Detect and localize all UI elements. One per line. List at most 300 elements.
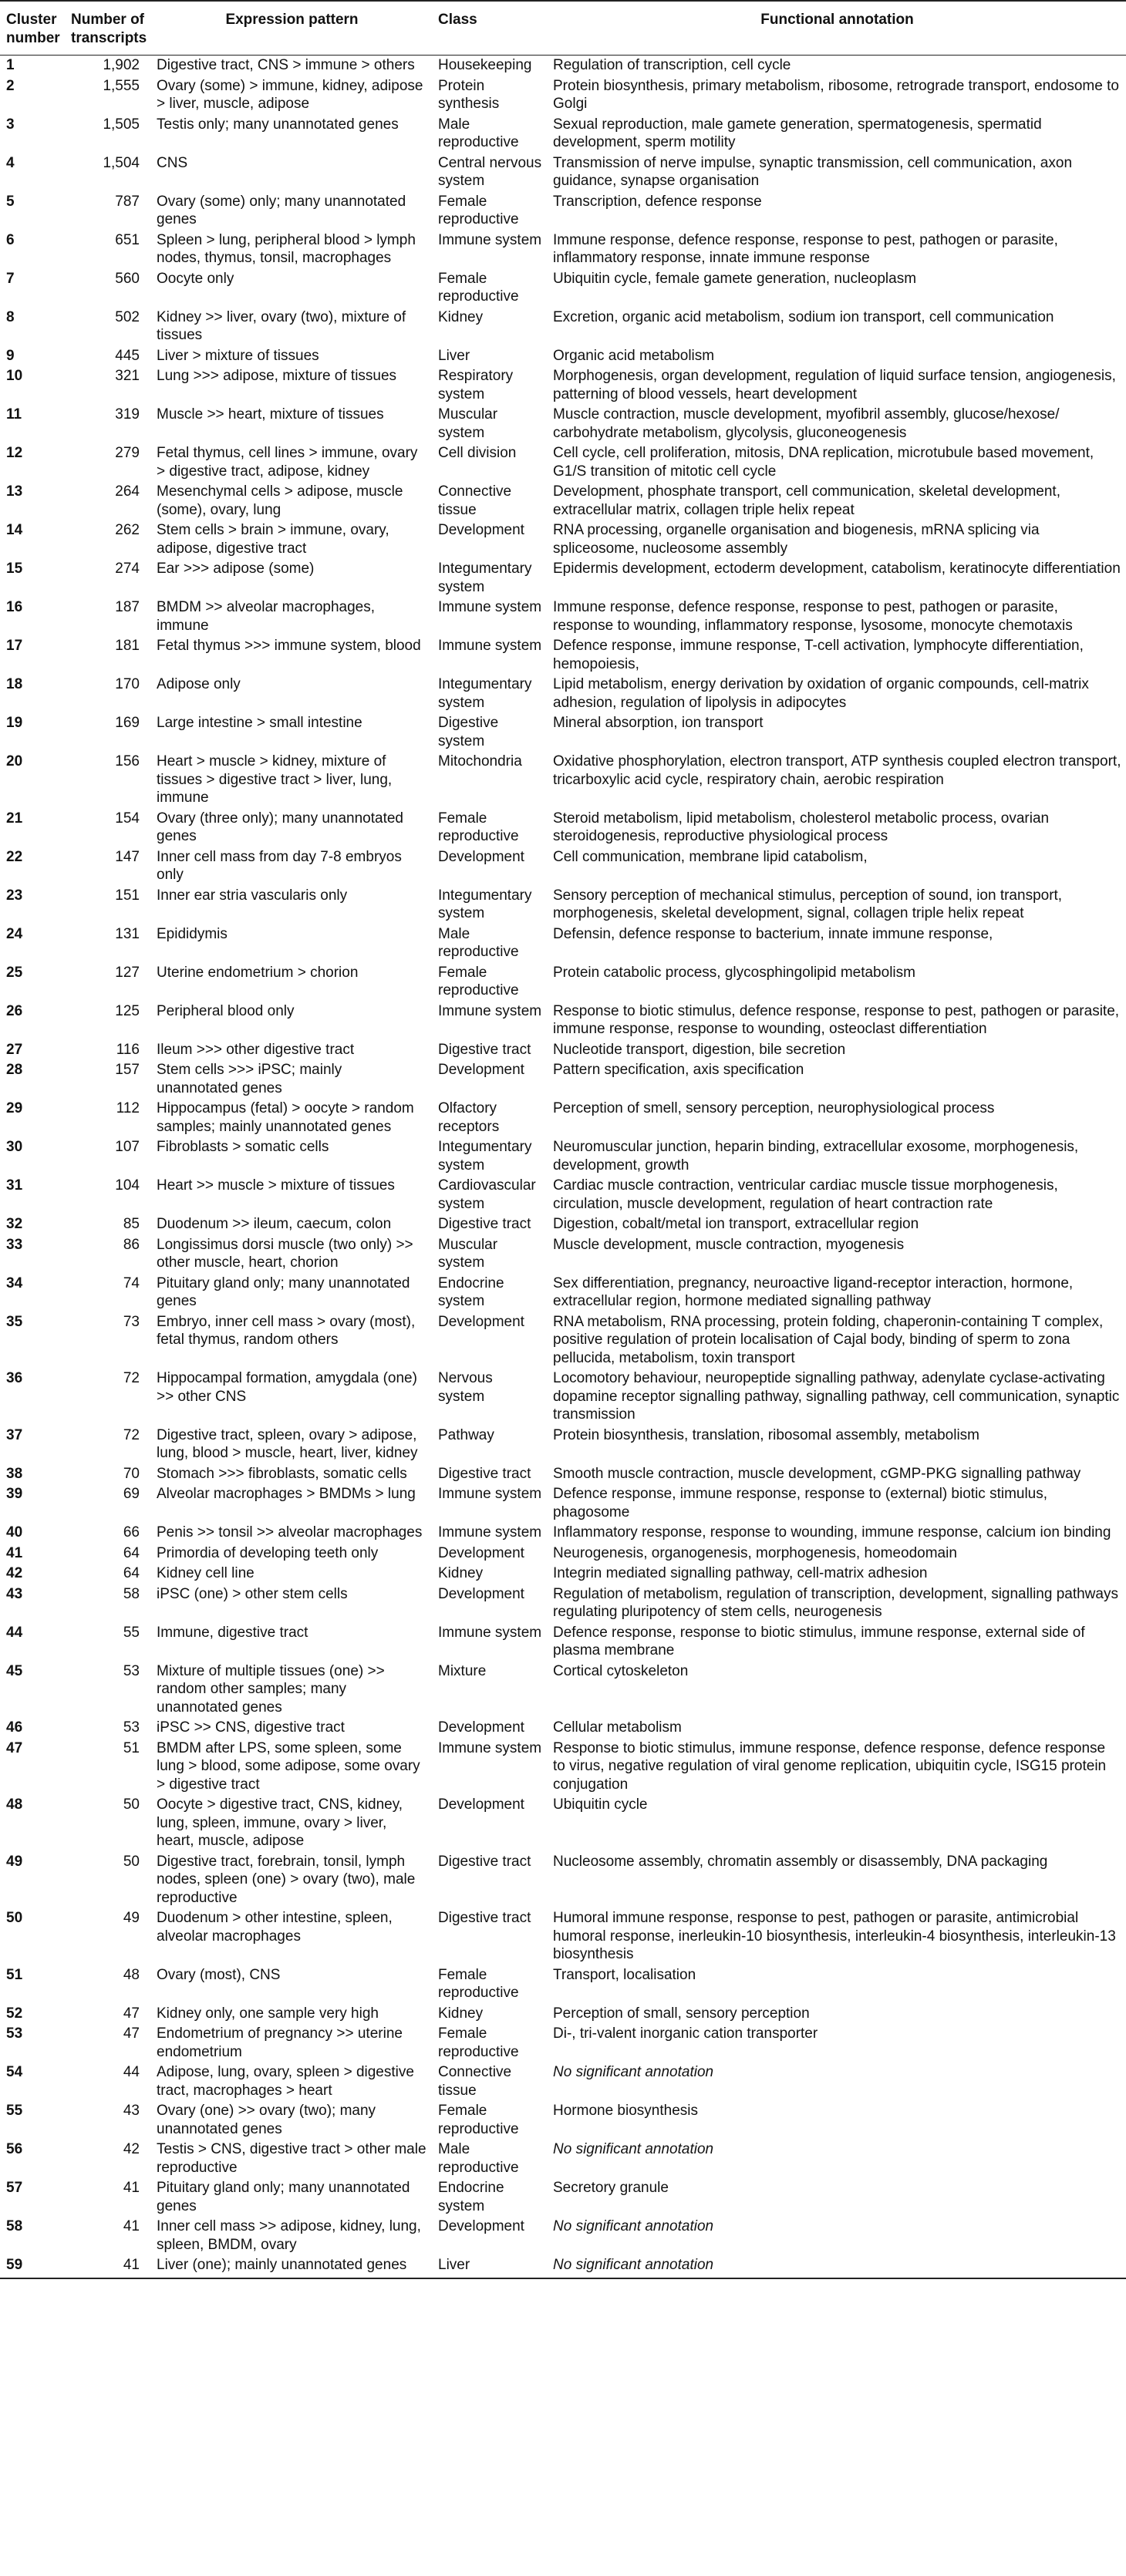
- cell-class: Female reproductive: [438, 270, 519, 305]
- cell-functional-annotation: Sexual reproduction, male gamete generation, spermatogenesis, spermatid development, sperm motility: [553, 116, 1042, 150]
- cell-functional-annotation: Inflammatory response, response to wounding, immune response, calcium ion binding: [553, 1524, 1111, 1541]
- cell-transcript-count: 169: [115, 715, 140, 731]
- cell-expression-pattern: Stem cells >>> iPSC; mainly unannotated genes: [157, 1062, 342, 1096]
- cell-class: Respiratory system: [438, 368, 514, 402]
- cell-expression-pattern: Oocyte only: [157, 270, 234, 287]
- cell-cluster-number: 4: [6, 154, 15, 171]
- cell-functional-annotation: Muscle contraction, muscle development, myofibril assembly, glucose/hexose/ carbohydrate metabolism, glycolysis, gluconeogenesis: [553, 406, 1060, 441]
- cell-expression-pattern: Hippocampus (fetal) > oocyte > random samples; mainly unannotated genes: [157, 1100, 414, 1135]
- table-row: [0, 231, 1126, 269]
- cell-expression-pattern: Heart > muscle > kidney, mixture of tissues > digestive tract > liver, lung, immune: [157, 753, 393, 806]
- cell-cluster-number: 55: [6, 2103, 23, 2119]
- cell-transcript-count: 107: [115, 1139, 140, 1155]
- cell-cluster-number: 57: [6, 2180, 23, 2196]
- cell-class: Development: [438, 1313, 524, 1330]
- cell-cluster-number: 12: [6, 445, 23, 461]
- cell-transcript-count: 74: [123, 1275, 140, 1291]
- cell-transcript-count: 50: [123, 1853, 140, 1870]
- cell-class: Development: [438, 848, 524, 865]
- cell-functional-annotation: Immune response, defence response, response to pest, pathogen or parasite, response to wounding, inflammatory response, lysosome, monocyte chemotaxis: [553, 599, 1073, 634]
- cell-cluster-number: 3: [6, 116, 15, 133]
- cell-transcript-count: 41: [123, 2218, 140, 2234]
- header-functional-annotation: Functional annotation: [547, 1, 1126, 56]
- cell-functional-annotation: Smooth muscle contraction, muscle development, cGMP-PKG signalling pathway: [553, 1465, 1081, 1482]
- cell-class: Digestive system: [438, 715, 499, 749]
- table-row: [0, 847, 1126, 886]
- cell-class: Digestive tract: [438, 1853, 531, 1870]
- cell-transcript-count: 1,555: [103, 77, 140, 94]
- table-row: [0, 1965, 1126, 2004]
- cell-class: Integumentary system: [438, 887, 532, 921]
- cell-expression-pattern: Digestive tract, CNS > immune > others: [157, 57, 415, 73]
- cell-cluster-number: 19: [6, 715, 23, 731]
- table-row: [0, 1060, 1126, 1099]
- cell-cluster-number: 47: [6, 1739, 23, 1756]
- cell-functional-annotation: Integrin mediated signalling pathway, cell-matrix adhesion: [553, 1565, 928, 1581]
- cell-transcript-count: 70: [123, 1465, 140, 1482]
- table-row: [0, 1544, 1126, 1564]
- cell-functional-annotation: Oxidative phosphorylation, electron transport, ATP synthesis coupled electron transport, tricarboxylic acid cycle, respiratory chain, aerobic respiration: [553, 753, 1121, 788]
- cell-class: Immune system: [438, 1002, 542, 1019]
- cell-class: Cell division: [438, 445, 517, 461]
- cell-cluster-number: 53: [6, 2025, 23, 2042]
- cell-cluster-number: 25: [6, 964, 23, 981]
- cell-cluster-number: 17: [6, 638, 23, 654]
- cell-class: Integumentary system: [438, 561, 532, 595]
- table-row: [0, 1718, 1126, 1739]
- cell-expression-pattern: Immune, digestive tract: [157, 1624, 308, 1641]
- cell-transcript-count: 157: [115, 1062, 140, 1078]
- cell-expression-pattern: Inner cell mass from day 7-8 embryos only: [157, 848, 402, 883]
- cell-cluster-number: 49: [6, 1853, 23, 1870]
- table-row: [0, 1852, 1126, 1909]
- cell-class: Liver: [432, 2255, 547, 2278]
- cell-cluster-number: 22: [6, 848, 23, 865]
- cell-expression-pattern: Kidney cell line: [157, 1565, 255, 1581]
- cell-transcript-count: 47: [123, 2005, 140, 2022]
- cell-class: Nervous system: [438, 1370, 493, 1405]
- cell-cluster-number: 6: [6, 231, 15, 248]
- header-cluster-number: Cluster number: [0, 1, 65, 56]
- cell-cluster-number: 32: [6, 1216, 23, 1232]
- table-row: [0, 1908, 1126, 1965]
- cell-expression-pattern: Alveolar macrophages > BMDMs > lung: [157, 1486, 416, 1502]
- cell-functional-annotation: Locomotory behaviour, neuropeptide signalling pathway, adenylate cyclase-activating dopamine receptor signalling pathway, signalling pathway, cell communication, synaptic transmission: [553, 1370, 1120, 1423]
- cell-class: Connective tissue: [438, 483, 512, 518]
- cell-class: Development: [438, 1719, 524, 1736]
- table-row: [0, 1662, 1126, 1719]
- cell-expression-pattern: CNS: [157, 154, 188, 171]
- cell-class: Immune system: [438, 638, 542, 654]
- cell-transcript-count: 274: [115, 561, 140, 577]
- cell-transcript-count: 55: [123, 1624, 140, 1641]
- cell-cluster-number: 52: [6, 2005, 23, 2022]
- cell-transcript-count: 262: [115, 522, 140, 538]
- table-row: [0, 366, 1126, 405]
- cell-cluster-number: 28: [6, 1062, 23, 1078]
- cell-class: Female reproductive: [438, 193, 519, 227]
- cell-class: Male reproductive: [438, 2141, 519, 2176]
- cell-functional-annotation: Organic acid metabolism: [553, 347, 715, 364]
- cell-class: Digestive tract: [438, 1465, 531, 1482]
- cell-expression-pattern: Duodenum > other intestine, spleen, alveolar macrophages: [157, 1910, 393, 1945]
- table-row: [0, 675, 1126, 713]
- table-row: [0, 2004, 1126, 2025]
- cell-class: Digestive tract: [438, 1041, 531, 1058]
- cell-expression-pattern: Penis >> tonsil >> alveolar macrophages: [157, 1524, 423, 1541]
- table-header: [0, 1, 1126, 56]
- cell-class: Endocrine system: [438, 1275, 504, 1309]
- cell-expression-pattern: Ovary (three only); many unannotated genes: [157, 810, 404, 844]
- cell-cluster-number: 51: [6, 1966, 23, 1983]
- table-row: [0, 1795, 1126, 1852]
- cell-class: Female reproductive: [438, 964, 519, 998]
- cell-cluster-number: 56: [6, 2141, 23, 2157]
- cell-cluster-number: 41: [6, 1544, 23, 1561]
- table-row: [0, 636, 1126, 675]
- cell-transcript-count: 64: [123, 1544, 140, 1561]
- cell-transcript-count: 53: [123, 1719, 140, 1736]
- cell-expression-pattern: Digestive tract, forebrain, tonsil, lymph nodes, spleen (one) > ovary (two), male reproductive: [157, 1853, 416, 1906]
- table-row: [0, 2024, 1126, 2062]
- cell-transcript-count: 49: [123, 1910, 140, 1926]
- cell-transcript-count: 50: [123, 1796, 140, 1813]
- cell-class: Female reproductive: [438, 1966, 519, 2001]
- cell-transcript-count: 321: [115, 368, 140, 384]
- table-row: [0, 1739, 1126, 1796]
- cell-transcript-count: 170: [115, 676, 140, 692]
- cell-functional-annotation: Nucleotide transport, digestion, bile secretion: [553, 1041, 846, 1058]
- cell-expression-pattern: Adipose, lung, ovary, spleen > digestive tract, macrophages > heart: [157, 2064, 414, 2099]
- cell-cluster-number: 23: [6, 887, 23, 904]
- table-row: [0, 2255, 1126, 2278]
- table-row: [0, 2101, 1126, 2140]
- table-row: [0, 1137, 1126, 1176]
- table-row: [0, 1523, 1126, 1544]
- cell-functional-annotation: Cell cycle, cell proliferation, mitosis, DNA replication, microtubule based movement, G1/S transition of mitotic cell cycle: [553, 445, 1094, 480]
- cell-cluster-number: 50: [6, 1910, 23, 1926]
- cell-functional-annotation: Muscle development, muscle contraction, myogenesis: [553, 1236, 905, 1253]
- cell-class: Digestive tract: [438, 1216, 531, 1232]
- cell-class: Kidney: [438, 1565, 484, 1581]
- cell-expression-pattern: Ovary (one) >> ovary (two); many unannotated genes: [157, 2103, 376, 2137]
- cell-expression-pattern: BMDM after LPS, some spleen, some lung > blood, some adipose, some ovary > digestive tract: [157, 1739, 420, 1793]
- cell-functional-annotation: Regulation of transcription, cell cycle: [553, 57, 791, 73]
- cell-cluster-number: 2: [6, 77, 15, 94]
- table-row: [0, 56, 1126, 76]
- cell-cluster-number: 39: [6, 1486, 23, 1502]
- table-row: [0, 1176, 1126, 1214]
- cell-functional-annotation: Neuromuscular junction, heparin binding, extracellular exosome, morphogenesis, development, growth: [553, 1139, 1079, 1174]
- cell-expression-pattern: Ovary (some) only; many unannotated genes: [157, 193, 406, 227]
- cell-expression-pattern: Spleen > lung, peripheral blood > lymph nodes, thymus, tonsil, macrophages: [157, 231, 416, 266]
- cell-functional-annotation: No significant annotation: [553, 2218, 714, 2234]
- table-row: [0, 924, 1126, 963]
- table-row: [0, 1484, 1126, 1523]
- cell-functional-annotation: Cell communication, membrane lipid catabolism,: [553, 848, 868, 865]
- cell-class: Kidney: [438, 2005, 484, 2022]
- cell-cluster-number: 37: [6, 1426, 23, 1443]
- cell-expression-pattern: Duodenum >> ileum, caecum, colon: [157, 1216, 392, 1232]
- cell-cluster-number: 27: [6, 1041, 23, 1058]
- cell-transcript-count: 43: [123, 2103, 140, 2119]
- cell-expression-pattern: Fibroblasts > somatic cells: [157, 1139, 329, 1155]
- table-row: [0, 559, 1126, 598]
- cell-expression-pattern: Fetal thymus >>> immune system, blood: [157, 638, 421, 654]
- cell-cluster-number: 58: [6, 2218, 23, 2234]
- cell-functional-annotation: Mineral absorption, ion transport: [553, 715, 764, 731]
- cell-cluster-number: 18: [6, 676, 23, 692]
- cell-functional-annotation: No significant annotation: [547, 2255, 1126, 2278]
- cell-cluster-number: 5: [6, 193, 15, 210]
- cell-expression-pattern: Hippocampal formation, amygdala (one) >> other CNS: [157, 1370, 417, 1405]
- table-row: [0, 752, 1126, 809]
- cell-functional-annotation: Epidermis development, ectoderm development, catabolism, keratinocyte differentiation: [553, 561, 1121, 577]
- cell-expression-pattern: Oocyte > digestive tract, CNS, kidney, lung, spleen, immune, ovary > liver, heart, muscle, adipose: [157, 1796, 403, 1849]
- cell-functional-annotation: Protein catabolic process, glycosphingolipid metabolism: [553, 964, 915, 981]
- cell-cluster-number: 13: [6, 483, 23, 500]
- cell-class: Immune system: [438, 1624, 542, 1641]
- table-row: [0, 520, 1126, 559]
- table-row: [0, 1274, 1126, 1312]
- cell-transcript-count: 41: [123, 2180, 140, 2196]
- cell-functional-annotation: RNA metabolism, RNA processing, protein folding, chaperonin-containing T complex, positive regulation of protein localisation of Cajal body, binding of sperm to zona pellucida, metabolism, toxin transport: [553, 1313, 1104, 1366]
- header-expression-pattern: Expression pattern: [150, 1, 432, 56]
- cell-expression-pattern: Uterine endometrium > chorion: [157, 964, 359, 981]
- table-row: [0, 1426, 1126, 1464]
- cell-transcript-count: 44: [123, 2064, 140, 2080]
- cell-transcript-count: 560: [115, 270, 140, 287]
- cell-class: Male reproductive: [438, 116, 519, 150]
- cell-expression-pattern: iPSC >> CNS, digestive tract: [157, 1719, 345, 1736]
- cell-expression-pattern: Liver (one); mainly unannotated genes: [150, 2255, 432, 2278]
- cell-class: Central nervous system: [438, 154, 542, 189]
- cell-cluster-number: 31: [6, 1177, 23, 1194]
- cell-functional-annotation: Transcription, defence response: [553, 193, 762, 210]
- cell-functional-annotation: Ubiquitin cycle: [553, 1796, 648, 1813]
- cell-transcript-count: 47: [123, 2025, 140, 2042]
- cell-expression-pattern: Pituitary gland only; many unannotated genes: [157, 2180, 410, 2214]
- cell-class: Muscular system: [438, 1236, 498, 1271]
- cell-functional-annotation: Excretion, organic acid metabolism, sodium ion transport, cell communication: [553, 308, 1054, 325]
- cell-class: Female reproductive: [438, 810, 519, 844]
- cell-transcript-count: 72: [123, 1426, 140, 1443]
- table-row: [0, 1040, 1126, 1061]
- cell-cluster-number: 36: [6, 1370, 23, 1386]
- table-row: [0, 1235, 1126, 1274]
- cell-class: Endocrine system: [438, 2180, 504, 2214]
- header-row: [0, 1, 1126, 56]
- table-row: [0, 598, 1126, 636]
- cell-cluster-number: 16: [6, 599, 23, 615]
- cell-class: Connective tissue: [438, 2064, 512, 2099]
- table-row: [0, 482, 1126, 520]
- table-row: [0, 1312, 1126, 1369]
- table-row: [0, 1099, 1126, 1137]
- cell-functional-annotation: Neurogenesis, organogenesis, morphogenesis, homeodomain: [553, 1544, 957, 1561]
- cell-transcript-count: 73: [123, 1313, 140, 1330]
- cell-expression-pattern: Mesenchymal cells > adipose, muscle (some), ovary, lung: [157, 483, 403, 518]
- cell-class: Mixture: [438, 1662, 487, 1679]
- table-row: [0, 1564, 1126, 1584]
- cell-transcript-count: 445: [115, 347, 140, 364]
- table-row: [0, 443, 1126, 482]
- cell-functional-annotation: Defensin, defence response to bacterium, innate immune response,: [553, 925, 993, 942]
- cell-functional-annotation: Secretory granule: [553, 2180, 669, 2196]
- cell-transcript-count: 64: [123, 1565, 140, 1581]
- cell-transcript-count: 1,504: [103, 154, 140, 171]
- cell-functional-annotation: Regulation of metabolism, regulation of transcription, development, signalling pathways regulating pluripotency of stem cells, neurogenesis: [553, 1585, 1118, 1620]
- cell-expression-pattern: Longissimus dorsi muscle (two only) >> other muscle, heart, chorion: [157, 1236, 413, 1271]
- table-row: [0, 115, 1126, 153]
- cell-class: Immune system: [438, 1486, 542, 1502]
- table-row: [0, 308, 1126, 346]
- cell-functional-annotation: Defence response, response to biotic stimulus, immune response, external side of plasma membrane: [553, 1624, 1085, 1658]
- table-row: [0, 153, 1126, 192]
- cell-functional-annotation: Digestion, cobalt/metal ion transport, extracellular region: [553, 1216, 919, 1232]
- cell-transcript-count: 187: [115, 599, 140, 615]
- cell-functional-annotation: Sensory perception of mechanical stimulus, perception of sound, ion transport, morphogenesis, skeletal development, signal, collagen triple helix repeat: [553, 887, 1063, 921]
- cell-functional-annotation: Development, phosphate transport, cell communication, skeletal development, extracellular matrix, collagen triple helix repeat: [553, 483, 1060, 518]
- cell-cluster-number: 45: [6, 1662, 23, 1679]
- table-row: [0, 809, 1126, 847]
- cell-expression-pattern: Testis only; many unannotated genes: [157, 116, 399, 133]
- cell-cluster-number: 54: [6, 2064, 23, 2080]
- cell-cluster-number: 7: [6, 270, 15, 287]
- cell-expression-pattern: Adipose only: [157, 676, 241, 692]
- cell-cluster-number: 8: [6, 308, 15, 325]
- cell-transcript-count: 58: [123, 1585, 140, 1602]
- cell-cluster-number: 46: [6, 1719, 23, 1736]
- cell-class: Housekeeping: [438, 57, 532, 73]
- cell-transcript-count: 41: [65, 2255, 150, 2278]
- cell-transcript-count: 53: [123, 1662, 140, 1679]
- header-number-of-transcripts: Number of transcripts: [65, 1, 150, 56]
- cell-expression-pattern: Lung >>> adipose, mixture of tissues: [157, 368, 397, 384]
- cell-transcript-count: 112: [116, 1100, 140, 1116]
- cell-transcript-count: 147: [115, 848, 140, 865]
- cell-class: Immune system: [438, 231, 542, 248]
- cell-class: Development: [438, 1544, 524, 1561]
- cell-functional-annotation: Humoral immune response, response to pest, pathogen or parasite, antimicrobial humoral response, inerleukin-10 biosynthesis, interleukin-4 biosynthesis, interleukin-13 biosynthesis: [553, 1910, 1116, 1962]
- cell-transcript-count: 51: [123, 1739, 140, 1756]
- table-row: [0, 1584, 1126, 1623]
- cell-cluster-number: 48: [6, 1796, 23, 1813]
- cell-functional-annotation: Perception of small, sensory perception: [553, 2005, 810, 2022]
- cell-functional-annotation: Cortical cytoskeleton: [553, 1662, 689, 1679]
- cell-cluster-number: 30: [6, 1139, 23, 1155]
- cell-transcript-count: 787: [115, 193, 140, 210]
- cell-class: Development: [438, 1796, 524, 1813]
- cell-functional-annotation: RNA processing, organelle organisation and biogenesis, mRNA splicing via spliceosome, nucleosome assembly: [553, 522, 1040, 557]
- cell-class: Female reproductive: [438, 2025, 519, 2060]
- cell-cluster-number: 9: [6, 347, 15, 364]
- cell-transcript-count: 131: [115, 925, 140, 942]
- table-row: [0, 1002, 1126, 1040]
- table-row: [0, 1214, 1126, 1235]
- cell-transcript-count: 125: [115, 1002, 140, 1019]
- cell-functional-annotation: Immune response, defence response, response to pest, pathogen or parasite, inflammatory response, innate immune response: [553, 231, 1058, 266]
- cell-functional-annotation: Steroid metabolism, lipid metabolism, cholesterol metabolic process, ovarian steroidogenesis, reproductive physiological process: [553, 810, 1050, 844]
- cell-expression-pattern: Stem cells > brain > immune, ovary, adipose, digestive tract: [157, 522, 389, 557]
- cell-functional-annotation: No significant annotation: [553, 2141, 714, 2157]
- cell-expression-pattern: Embryo, inner cell mass > ovary (most), fetal thymus, random others: [157, 1313, 416, 1348]
- cell-functional-annotation: Protein biosynthesis, primary metabolism, ribosome, retrograde transport, endosome to Golgi: [553, 77, 1119, 112]
- table-row: [0, 269, 1126, 308]
- table-row: [0, 1369, 1126, 1426]
- cell-class: Pathway: [438, 1426, 494, 1443]
- cell-transcript-count: 181: [115, 638, 140, 654]
- cell-expression-pattern: Liver > mixture of tissues: [157, 347, 319, 364]
- cell-cluster-number: 1: [6, 57, 15, 73]
- cell-class: Immune system: [438, 1739, 542, 1756]
- cell-cluster-number: 14: [6, 522, 23, 538]
- cell-functional-annotation: Cardiac muscle contraction, ventricular cardiac muscle tissue morphogenesis, circulation, muscle development, regulation of heart contraction rate: [553, 1177, 1058, 1212]
- cell-transcript-count: 1,505: [103, 116, 140, 133]
- cell-expression-pattern: Testis > CNS, digestive tract > other male reproductive: [157, 2141, 426, 2176]
- cell-functional-annotation: Lipid metabolism, energy derivation by oxidation of organic compounds, cell-matrix adhesion, regulation of lipolysis in adipocytes: [553, 676, 1089, 711]
- cell-class: Olfactory receptors: [438, 1100, 500, 1135]
- cell-transcript-count: 104: [115, 1177, 140, 1194]
- cell-expression-pattern: Stomach >>> fibroblasts, somatic cells: [157, 1465, 407, 1482]
- cell-cluster-number: 43: [6, 1585, 23, 1602]
- cell-class: Kidney: [438, 308, 484, 325]
- cell-class: Development: [438, 1062, 524, 1078]
- cell-transcript-count: 502: [115, 308, 140, 325]
- cell-functional-annotation: Hormone biosynthesis: [553, 2103, 698, 2119]
- cell-class: Liver: [438, 347, 470, 364]
- cell-cluster-number: 35: [6, 1313, 23, 1330]
- table-row: [0, 963, 1126, 1002]
- cell-expression-pattern: Ovary (most), CNS: [157, 1966, 281, 1983]
- cell-cluster-number: 40: [6, 1524, 23, 1541]
- cell-functional-annotation: Perception of smell, sensory perception, neurophysiological process: [553, 1100, 995, 1116]
- cell-functional-annotation: Pattern specification, axis specification: [553, 1062, 804, 1078]
- cell-cluster-number: 34: [6, 1275, 23, 1291]
- table-row: [0, 405, 1126, 443]
- header-class: Class: [432, 1, 547, 56]
- cell-transcript-count: 42: [123, 2141, 140, 2157]
- cell-expression-pattern: BMDM >> alveolar macrophages, immune: [157, 599, 376, 634]
- table-row: [0, 76, 1126, 115]
- cell-transcript-count: 151: [115, 887, 140, 904]
- cell-class: Female reproductive: [438, 2103, 519, 2137]
- cell-expression-pattern: Pituitary gland only; many unannotated genes: [157, 1275, 410, 1309]
- cell-cluster-number: 11: [6, 406, 22, 423]
- table-row: [0, 886, 1126, 924]
- cell-cluster-number: 33: [6, 1236, 23, 1253]
- cell-transcript-count: 264: [115, 483, 140, 500]
- table-row: [0, 192, 1126, 231]
- cell-cluster-number: 21: [6, 810, 23, 827]
- cell-functional-annotation: Response to biotic stimulus, immune response, defence response, defence response to virus, negative regulation of viral genome replication, ubiquitin cycle, ISG15 protein conjugation: [553, 1739, 1107, 1793]
- cell-cluster-number: 24: [6, 925, 23, 942]
- cell-functional-annotation: Sex differentiation, pregnancy, neuroactive ligand-receptor interaction, hormone, extracellular region, hormone mediated signalling pathway: [553, 1275, 1074, 1309]
- table-row: [0, 1464, 1126, 1485]
- cell-cluster-number: 26: [6, 1002, 23, 1019]
- cell-transcript-count: 1,902: [103, 57, 140, 73]
- cell-transcript-count: 154: [115, 810, 140, 827]
- cell-expression-pattern: Primordia of developing teeth only: [157, 1544, 379, 1561]
- cell-expression-pattern: Mixture of multiple tissues (one) >> random other samples; many unannotated genes: [157, 1662, 385, 1716]
- table-row: [0, 2178, 1126, 2217]
- cell-cluster-number: 44: [6, 1624, 23, 1641]
- cell-functional-annotation: Di-, tri-valent inorganic cation transporter: [553, 2025, 818, 2042]
- cell-transcript-count: 127: [115, 964, 140, 981]
- cell-transcript-count: 72: [123, 1370, 140, 1386]
- cell-functional-annotation: Protein biosynthesis, translation, ribosomal assembly, metabolism: [553, 1426, 979, 1443]
- cell-class: Development: [438, 522, 524, 538]
